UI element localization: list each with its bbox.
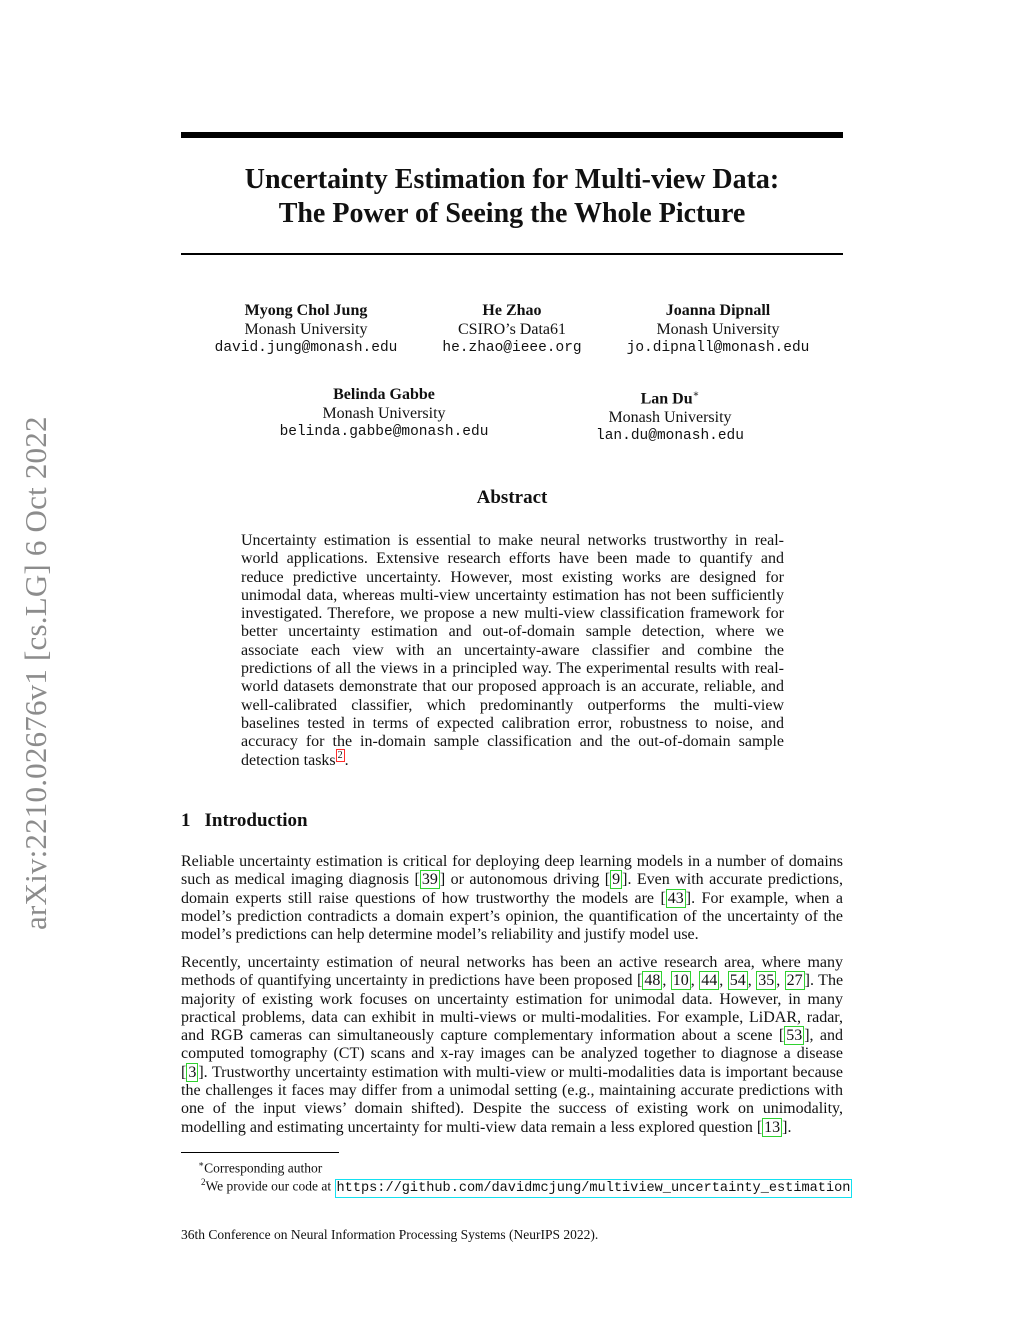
author-block bbox=[596, 385, 744, 446]
author-name: Lan Du bbox=[640, 390, 693, 408]
author-affiliation: Monash University bbox=[322, 405, 446, 422]
abstract-text bbox=[241, 532, 784, 770]
author-name: Joanna Dipnall bbox=[665, 302, 771, 319]
abstract-heading: Abstract bbox=[476, 487, 548, 508]
footnote-link[interactable]: 2 bbox=[337, 750, 343, 762]
citation-link[interactable]: 10 bbox=[672, 972, 689, 990]
author-block bbox=[215, 301, 398, 358]
author-email[interactable]: lan.du@monash.edu bbox=[596, 428, 744, 445]
citation-link[interactable]: 53 bbox=[786, 1027, 803, 1045]
footnote-text: We provide our code at bbox=[205, 1178, 335, 1194]
citation-link[interactable]: 39 bbox=[421, 871, 438, 889]
citation-link[interactable]: 54 bbox=[729, 972, 746, 990]
citation-link[interactable]: 9 bbox=[612, 871, 621, 889]
footnote-mark: ∗ bbox=[198, 1159, 205, 1169]
footnote-mark: 2 bbox=[201, 1177, 206, 1187]
paragraph-text: ]. For example, when a model’s prediction contradicts a domain expert’s opinion, the quantification of the uncertainty of the model’s predictions can help determine model’s reliability and justify model use. bbox=[181, 889, 843, 944]
section-number: 1 bbox=[181, 810, 191, 831]
conference-note: 36th Conference on Neural Information Processing Systems (NeurIPS 2022). bbox=[181, 1227, 599, 1242]
intro-paragraph-2 bbox=[181, 954, 843, 1137]
footnote-text: Corresponding author bbox=[204, 1160, 323, 1176]
citation-link[interactable]: 13 bbox=[764, 1118, 781, 1136]
title-line-2: The Power of Seeing the Whole Picture bbox=[278, 198, 746, 229]
paragraph-text: ]. Even with accurate predictions, domain experts still raise questions of how trustworthy the models are [ bbox=[181, 871, 843, 907]
corresponding-author-mark: ∗ bbox=[692, 389, 700, 400]
section-heading bbox=[181, 810, 308, 832]
title-top-rule bbox=[181, 132, 843, 138]
title-line-1: Uncertainty Estimation for Multi-view Data: bbox=[244, 164, 780, 195]
title-bottom-rule bbox=[181, 253, 843, 255]
author-name: Myong Chol Jung bbox=[244, 302, 368, 319]
footnote-2 bbox=[201, 1174, 852, 1197]
section-title: Introduction bbox=[204, 810, 308, 831]
author-affiliation: Monash University bbox=[244, 321, 368, 338]
paragraph-text: Reliable uncertainty estimation is critical for deploying deep learning models in a number of domains such as medical imaging diagnosis [ bbox=[181, 853, 843, 889]
author-name: He Zhao bbox=[482, 302, 542, 319]
citation-link[interactable]: 27 bbox=[786, 972, 803, 990]
abstract-end-punctuation: . bbox=[344, 751, 349, 769]
citation-link[interactable]: 43 bbox=[667, 889, 684, 907]
citation-separator: , bbox=[690, 972, 700, 990]
author-name-with-mark bbox=[596, 385, 744, 408]
author-block bbox=[627, 301, 810, 358]
citation-separator: , bbox=[747, 972, 757, 990]
paragraph-text: Recently, uncertainty estimation of neural networks has been an active research area, where many methods of quantifying uncertainty in predictions have been proposed [ bbox=[181, 954, 843, 990]
paper-title bbox=[181, 163, 843, 231]
abstract-body-text: Uncertainty estimation is essential to make neural networks trustworthy in real-world applications. Extensive research efforts have been made to quantify and reduce predictive uncertainty. However, most existing works are designed for unimodal data, whereas multi-view uncertainty estimation has not been sufficiently investigated. Therefore, we propose a new multi-view classification framework for better uncertainty estimation and out-of-domain sample detection, where we associate each view with an uncertainty-aware classifier and combine the predictions of all the views in a principled way. The experimental results with real-world datasets demonstrate that our proposed approach is an accurate, reliable, and well-calibrated classifier, which predominantly outperforms the multi-view baselines tested in terms of expected calibration error, robustness to noise, and accuracy for the in-domain sample classification and the out-of-domain sample detection tasks bbox=[241, 532, 784, 769]
author-email[interactable]: jo.dipnall@monash.edu bbox=[626, 340, 810, 356]
author-block bbox=[280, 385, 489, 442]
arxiv-identifier: arXiv:2210.02676v1 [cs.LG] 6 Oct 2022 bbox=[18, 416, 53, 930]
author-email[interactable]: david.jung@monash.edu bbox=[214, 340, 398, 356]
intro-paragraph-1 bbox=[181, 853, 843, 944]
paragraph-text: ] or autonomous driving [ bbox=[439, 871, 611, 889]
citation-link[interactable]: 35 bbox=[758, 972, 775, 990]
citation-separator: , bbox=[662, 972, 671, 990]
author-email[interactable]: belinda.gabbe@monash.edu bbox=[279, 424, 489, 440]
citation-link[interactable]: 3 bbox=[188, 1063, 197, 1081]
author-email[interactable]: he.zhao@ieee.org bbox=[442, 340, 582, 356]
paragraph-text: ], and computed tomography (CT) scans and x-ray images can be analyzed together to diagnose a disease [ bbox=[181, 1027, 843, 1081]
author-name: Belinda Gabbe bbox=[333, 386, 435, 403]
author-affiliation: CSIRO’s Data61 bbox=[457, 321, 566, 338]
author-affiliation: Monash University bbox=[608, 409, 732, 427]
author-block bbox=[442, 301, 581, 358]
citation-link[interactable]: 44 bbox=[701, 972, 718, 990]
paragraph-text: ]. Trustworthy uncertainty estimation with multi-view or multi-modalities data is important because the challenges it faces may differ from a unimodal setting (e.g., maintaining accurate predictions with one of the input views’ domain shifted). Despite the success of existing work on unimodality, modelling and estimating uncertainty for multi-view data remain a less explored question [ bbox=[181, 1063, 843, 1136]
paragraph-text: ]. bbox=[782, 1118, 792, 1136]
author-affiliation: Monash University bbox=[656, 321, 780, 338]
paragraph-text: ]. The majority of existing work focuses on uncertainty estimation for unimodal data. However, in many practical problems, data can exhibit in multi-views or multi-modalities. For example, LiDAR, radar, and RGB cameras can simultaneously capture complementary information about a scene [ bbox=[181, 972, 844, 1045]
footnote-rule bbox=[181, 1152, 339, 1153]
citation-separator: , bbox=[776, 972, 785, 990]
citation-separator: , bbox=[719, 972, 728, 990]
code-repository-link[interactable]: https://github.com/davidmcjung/multiview_uncertainty_estimation bbox=[336, 1180, 851, 1196]
citation-link[interactable]: 48 bbox=[644, 972, 661, 990]
